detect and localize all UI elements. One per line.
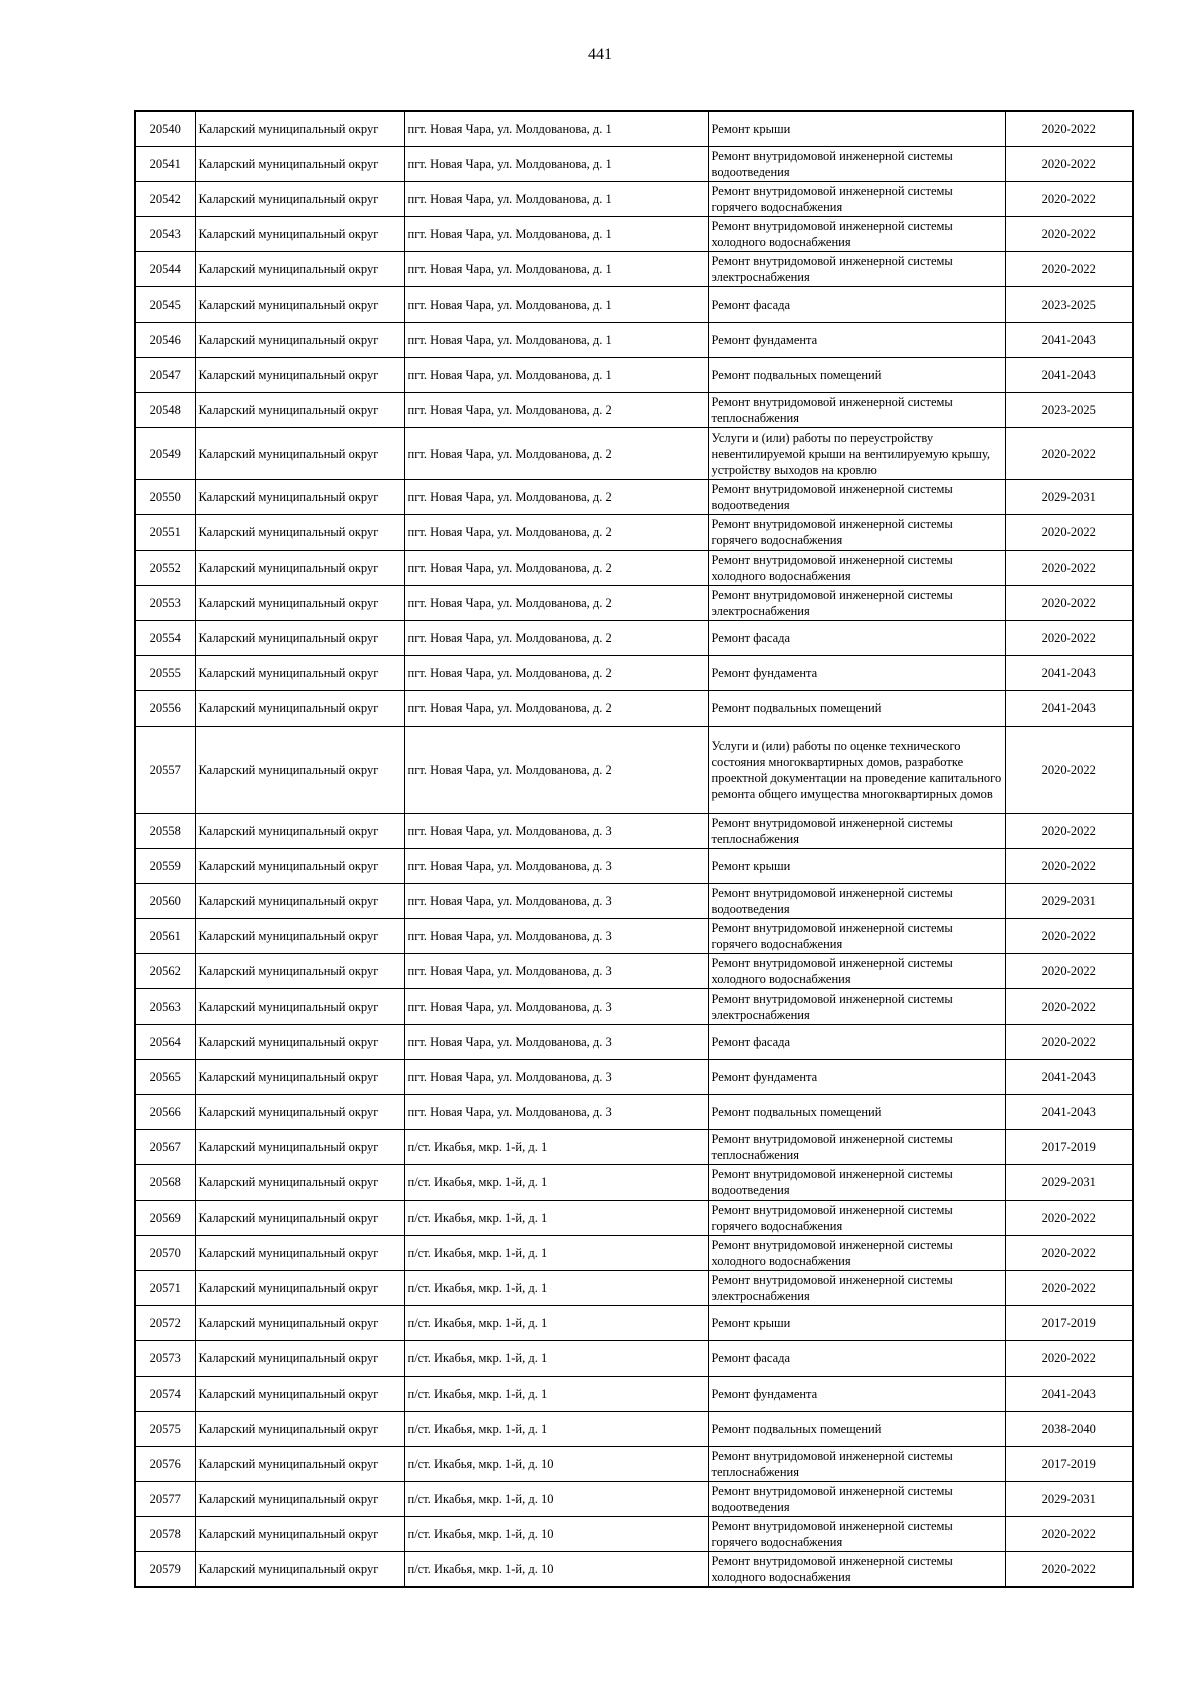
address-cell: пгт. Новая Чара, ул. Молдованова, д. 1 — [404, 357, 708, 392]
table-row — [135, 1095, 1133, 1130]
period-cell: 2020-2022 — [1005, 1341, 1133, 1376]
row-number: 20578 — [135, 1517, 195, 1552]
table-row — [135, 111, 1133, 146]
period-cell: 2041-2043 — [1005, 322, 1133, 357]
work-type-cell: Ремонт внутридомовой инженерной системы холодного водоснабжения — [708, 217, 1005, 252]
work-type-cell: Ремонт внутридомовой инженерной системы горячего водоснабжения — [708, 919, 1005, 954]
work-type-cell: Ремонт внутридомовой инженерной системы электроснабжения — [708, 989, 1005, 1024]
period-cell: 2020-2022 — [1005, 428, 1133, 480]
table-row — [135, 1411, 1133, 1446]
address-cell: пгт. Новая Чара, ул. Молдованова, д. 2 — [404, 620, 708, 655]
address-cell: пгт. Новая Чара, ул. Молдованова, д. 2 — [404, 393, 708, 428]
work-type-cell: Ремонт крыши — [708, 1306, 1005, 1341]
table-row — [135, 656, 1133, 691]
district-cell: Каларский муниципальный округ — [195, 1446, 404, 1481]
table-row — [135, 1482, 1133, 1517]
district-cell: Каларский муниципальный округ — [195, 146, 404, 181]
work-type-cell: Ремонт подвальных помещений — [708, 1411, 1005, 1446]
row-number: 20552 — [135, 550, 195, 585]
period-cell: 2017-2019 — [1005, 1130, 1133, 1165]
table-row — [135, 1376, 1133, 1411]
table-row — [135, 954, 1133, 989]
table-row — [135, 1165, 1133, 1200]
work-type-cell: Ремонт внутридомовой инженерной системы холодного водоснабжения — [708, 954, 1005, 989]
work-type-cell: Ремонт внутридомовой инженерной системы электроснабжения — [708, 252, 1005, 287]
work-type-cell: Ремонт внутридомовой инженерной системы водоотведения — [708, 1482, 1005, 1517]
work-type-cell: Ремонт внутридомовой инженерной системы холодного водоснабжения — [708, 1552, 1005, 1587]
work-type-cell: Ремонт подвальных помещений — [708, 691, 1005, 726]
row-number: 20556 — [135, 691, 195, 726]
district-cell: Каларский муниципальный округ — [195, 1130, 404, 1165]
table-row — [135, 1552, 1133, 1587]
district-cell: Каларский муниципальный округ — [195, 620, 404, 655]
period-cell: 2020-2022 — [1005, 1235, 1133, 1270]
table-row — [135, 1059, 1133, 1094]
address-cell: п/ст. Икабья, мкр. 1-й, д. 1 — [404, 1306, 708, 1341]
work-type-cell: Ремонт внутридомовой инженерной системы горячего водоснабжения — [708, 1200, 1005, 1235]
work-type-cell: Ремонт крыши — [708, 848, 1005, 883]
address-cell: пгт. Новая Чара, ул. Молдованова, д. 1 — [404, 287, 708, 322]
period-cell: 2020-2022 — [1005, 813, 1133, 848]
table-row — [135, 393, 1133, 428]
work-type-cell: Ремонт фундамента — [708, 656, 1005, 691]
row-number: 20575 — [135, 1411, 195, 1446]
address-cell: п/ст. Икабья, мкр. 1-й, д. 1 — [404, 1341, 708, 1376]
table-row — [135, 691, 1133, 726]
work-type-cell: Ремонт внутридомовой инженерной системы водоотведения — [708, 1165, 1005, 1200]
address-cell: пгт. Новая Чара, ул. Молдованова, д. 1 — [404, 146, 708, 181]
table-row — [135, 146, 1133, 181]
row-number: 20573 — [135, 1341, 195, 1376]
table-row — [135, 428, 1133, 480]
district-cell: Каларский муниципальный округ — [195, 515, 404, 550]
table-row — [135, 322, 1133, 357]
address-cell: пгт. Новая Чара, ул. Молдованова, д. 2 — [404, 515, 708, 550]
period-cell: 2020-2022 — [1005, 252, 1133, 287]
work-type-cell: Ремонт внутридомовой инженерной системы водоотведения — [708, 146, 1005, 181]
address-cell: пгт. Новая Чара, ул. Молдованова, д. 1 — [404, 252, 708, 287]
row-number: 20540 — [135, 111, 195, 146]
work-type-cell: Ремонт фундамента — [708, 1376, 1005, 1411]
address-cell: пгт. Новая Чара, ул. Молдованова, д. 3 — [404, 813, 708, 848]
district-cell: Каларский муниципальный округ — [195, 691, 404, 726]
address-cell: п/ст. Икабья, мкр. 1-й, д. 1 — [404, 1165, 708, 1200]
row-number: 20561 — [135, 919, 195, 954]
district-cell: Каларский муниципальный округ — [195, 1165, 404, 1200]
district-cell: Каларский муниципальный округ — [195, 287, 404, 322]
period-cell: 2020-2022 — [1005, 1552, 1133, 1587]
row-number: 20542 — [135, 181, 195, 216]
row-number: 20569 — [135, 1200, 195, 1235]
table-row — [135, 1341, 1133, 1376]
table-row — [135, 1446, 1133, 1481]
period-cell: 2029-2031 — [1005, 883, 1133, 918]
table-row — [135, 585, 1133, 620]
row-number: 20567 — [135, 1130, 195, 1165]
address-cell: пгт. Новая Чара, ул. Молдованова, д. 3 — [404, 848, 708, 883]
table-row — [135, 1024, 1133, 1059]
table-row — [135, 919, 1133, 954]
work-type-cell: Ремонт внутридомовой инженерной системы электроснабжения — [708, 1270, 1005, 1305]
period-cell: 2020-2022 — [1005, 1024, 1133, 1059]
work-type-cell: Услуги и (или) работы по переустройству невентилируемой крыши на вентилируемую крышу, устройству выходов на кровлю — [708, 428, 1005, 480]
row-number: 20572 — [135, 1306, 195, 1341]
period-cell: 2041-2043 — [1005, 1059, 1133, 1094]
work-type-cell: Ремонт внутридомовой инженерной системы горячего водоснабжения — [708, 515, 1005, 550]
repair-registry-table — [134, 110, 1134, 1588]
district-cell: Каларский муниципальный округ — [195, 1306, 404, 1341]
table-row — [135, 357, 1133, 392]
period-cell: 2029-2031 — [1005, 480, 1133, 515]
row-number: 20571 — [135, 1270, 195, 1305]
district-cell: Каларский муниципальный округ — [195, 989, 404, 1024]
address-cell: пгт. Новая Чара, ул. Молдованова, д. 1 — [404, 217, 708, 252]
row-number: 20560 — [135, 883, 195, 918]
address-cell: пгт. Новая Чара, ул. Молдованова, д. 1 — [404, 181, 708, 216]
address-cell: пгт. Новая Чара, ул. Молдованова, д. 3 — [404, 1024, 708, 1059]
row-number: 20549 — [135, 428, 195, 480]
work-type-cell: Ремонт крыши — [708, 111, 1005, 146]
work-type-cell: Ремонт внутридомовой инженерной системы электроснабжения — [708, 585, 1005, 620]
row-number: 20563 — [135, 989, 195, 1024]
district-cell: Каларский муниципальный округ — [195, 883, 404, 918]
work-type-cell: Ремонт фасада — [708, 1341, 1005, 1376]
address-cell: пгт. Новая Чара, ул. Молдованова, д. 2 — [404, 428, 708, 480]
address-cell: пгт. Новая Чара, ул. Молдованова, д. 3 — [404, 919, 708, 954]
row-number: 20554 — [135, 620, 195, 655]
row-number: 20557 — [135, 726, 195, 813]
district-cell: Каларский муниципальный округ — [195, 1376, 404, 1411]
period-cell: 2020-2022 — [1005, 954, 1133, 989]
table-row — [135, 515, 1133, 550]
row-number: 20545 — [135, 287, 195, 322]
district-cell: Каларский муниципальный округ — [195, 357, 404, 392]
period-cell: 2020-2022 — [1005, 1517, 1133, 1552]
district-cell: Каларский муниципальный округ — [195, 1270, 404, 1305]
work-type-cell: Услуги и (или) работы по оценке технического состояния многоквартирных домов, разработке проектной документации на проведение капитального ремонта общего имущества многоквартирных домов — [708, 726, 1005, 813]
work-type-cell: Ремонт внутридомовой инженерной системы горячего водоснабжения — [708, 1517, 1005, 1552]
period-cell: 2041-2043 — [1005, 656, 1133, 691]
row-number: 20559 — [135, 848, 195, 883]
period-cell: 2020-2022 — [1005, 111, 1133, 146]
table-row — [135, 1130, 1133, 1165]
table-row — [135, 1200, 1133, 1235]
registry-body — [135, 111, 1133, 1587]
work-type-cell: Ремонт фундамента — [708, 1059, 1005, 1094]
row-number: 20551 — [135, 515, 195, 550]
district-cell: Каларский муниципальный округ — [195, 181, 404, 216]
district-cell: Каларский муниципальный округ — [195, 1341, 404, 1376]
address-cell: пгт. Новая Чара, ул. Молдованова, д. 2 — [404, 480, 708, 515]
period-cell: 2020-2022 — [1005, 550, 1133, 585]
district-cell: Каларский муниципальный округ — [195, 1482, 404, 1517]
work-type-cell: Ремонт подвальных помещений — [708, 1095, 1005, 1130]
work-type-cell: Ремонт внутридомовой инженерной системы водоотведения — [708, 883, 1005, 918]
table-row — [135, 252, 1133, 287]
address-cell: п/ст. Икабья, мкр. 1-й, д. 10 — [404, 1482, 708, 1517]
table-row — [135, 181, 1133, 216]
district-cell: Каларский муниципальный округ — [195, 111, 404, 146]
district-cell: Каларский муниципальный округ — [195, 428, 404, 480]
work-type-cell: Ремонт внутридомовой инженерной системы теплоснабжения — [708, 393, 1005, 428]
row-number: 20574 — [135, 1376, 195, 1411]
row-number: 20553 — [135, 585, 195, 620]
period-cell: 2020-2022 — [1005, 919, 1133, 954]
period-cell: 2020-2022 — [1005, 585, 1133, 620]
table-row — [135, 480, 1133, 515]
address-cell: п/ст. Икабья, мкр. 1-й, д. 10 — [404, 1517, 708, 1552]
row-number: 20547 — [135, 357, 195, 392]
row-number: 20565 — [135, 1059, 195, 1094]
table-row — [135, 1517, 1133, 1552]
period-cell: 2029-2031 — [1005, 1165, 1133, 1200]
district-cell: Каларский муниципальный округ — [195, 656, 404, 691]
work-type-cell: Ремонт внутридомовой инженерной системы теплоснабжения — [708, 1130, 1005, 1165]
address-cell: пгт. Новая Чара, ул. Молдованова, д. 3 — [404, 1059, 708, 1094]
period-cell: 2029-2031 — [1005, 1482, 1133, 1517]
period-cell: 2041-2043 — [1005, 1376, 1133, 1411]
district-cell: Каларский муниципальный округ — [195, 1024, 404, 1059]
address-cell: п/ст. Икабья, мкр. 1-й, д. 1 — [404, 1200, 708, 1235]
row-number: 20570 — [135, 1235, 195, 1270]
period-cell: 2020-2022 — [1005, 1270, 1133, 1305]
address-cell: пгт. Новая Чара, ул. Молдованова, д. 2 — [404, 550, 708, 585]
address-cell: пгт. Новая Чара, ул. Молдованова, д. 3 — [404, 1095, 708, 1130]
row-number: 20562 — [135, 954, 195, 989]
period-cell: 2020-2022 — [1005, 726, 1133, 813]
work-type-cell: Ремонт фасада — [708, 287, 1005, 322]
district-cell: Каларский муниципальный округ — [195, 217, 404, 252]
address-cell: пгт. Новая Чара, ул. Молдованова, д. 3 — [404, 883, 708, 918]
address-cell: пгт. Новая Чара, ул. Молдованова, д. 3 — [404, 954, 708, 989]
table-row — [135, 989, 1133, 1024]
district-cell: Каларский муниципальный округ — [195, 1200, 404, 1235]
district-cell: Каларский муниципальный округ — [195, 813, 404, 848]
period-cell: 2041-2043 — [1005, 691, 1133, 726]
district-cell: Каларский муниципальный округ — [195, 1411, 404, 1446]
address-cell: пгт. Новая Чара, ул. Молдованова, д. 1 — [404, 111, 708, 146]
work-type-cell: Ремонт фасада — [708, 620, 1005, 655]
period-cell: 2020-2022 — [1005, 620, 1133, 655]
address-cell: п/ст. Икабья, мкр. 1-й, д. 1 — [404, 1270, 708, 1305]
period-cell: 2017-2019 — [1005, 1446, 1133, 1481]
district-cell: Каларский муниципальный округ — [195, 550, 404, 585]
row-number: 20577 — [135, 1482, 195, 1517]
district-cell: Каларский муниципальный округ — [195, 726, 404, 813]
address-cell: п/ст. Икабья, мкр. 1-й, д. 1 — [404, 1235, 708, 1270]
period-cell: 2020-2022 — [1005, 181, 1133, 216]
row-number: 20548 — [135, 393, 195, 428]
address-cell: пгт. Новая Чара, ул. Молдованова, д. 2 — [404, 691, 708, 726]
page-number: 441 — [588, 46, 612, 63]
district-cell: Каларский муниципальный округ — [195, 585, 404, 620]
district-cell: Каларский муниципальный округ — [195, 252, 404, 287]
row-number: 20568 — [135, 1165, 195, 1200]
table-row — [135, 726, 1133, 813]
period-cell: 2020-2022 — [1005, 515, 1133, 550]
district-cell: Каларский муниципальный округ — [195, 954, 404, 989]
district-cell: Каларский муниципальный округ — [195, 919, 404, 954]
table-row — [135, 883, 1133, 918]
period-cell: 2020-2022 — [1005, 146, 1133, 181]
table-row — [135, 217, 1133, 252]
address-cell: п/ст. Икабья, мкр. 1-й, д. 1 — [404, 1130, 708, 1165]
row-number: 20566 — [135, 1095, 195, 1130]
period-cell: 2038-2040 — [1005, 1411, 1133, 1446]
district-cell: Каларский муниципальный округ — [195, 1235, 404, 1270]
table-row — [135, 1306, 1133, 1341]
row-number: 20555 — [135, 656, 195, 691]
work-type-cell: Ремонт фасада — [708, 1024, 1005, 1059]
address-cell: пгт. Новая Чара, ул. Молдованова, д. 1 — [404, 322, 708, 357]
period-cell: 2020-2022 — [1005, 989, 1133, 1024]
district-cell: Каларский муниципальный округ — [195, 1059, 404, 1094]
address-cell: пгт. Новая Чара, ул. Молдованова, д. 2 — [404, 656, 708, 691]
row-number: 20541 — [135, 146, 195, 181]
district-cell: Каларский муниципальный округ — [195, 1095, 404, 1130]
table-row — [135, 550, 1133, 585]
row-number: 20564 — [135, 1024, 195, 1059]
row-number: 20546 — [135, 322, 195, 357]
district-cell: Каларский муниципальный округ — [195, 848, 404, 883]
table-row — [135, 620, 1133, 655]
row-number: 20550 — [135, 480, 195, 515]
row-number: 20558 — [135, 813, 195, 848]
table-row — [135, 287, 1133, 322]
address-cell: п/ст. Икабья, мкр. 1-й, д. 10 — [404, 1446, 708, 1481]
address-cell: п/ст. Икабья, мкр. 1-й, д. 10 — [404, 1552, 708, 1587]
district-cell: Каларский муниципальный округ — [195, 393, 404, 428]
table-row — [135, 1235, 1133, 1270]
district-cell: Каларский муниципальный округ — [195, 480, 404, 515]
table-row — [135, 848, 1133, 883]
period-cell: 2017-2019 — [1005, 1306, 1133, 1341]
address-cell: п/ст. Икабья, мкр. 1-й, д. 1 — [404, 1411, 708, 1446]
period-cell: 2023-2025 — [1005, 287, 1133, 322]
period-cell: 2041-2043 — [1005, 357, 1133, 392]
period-cell: 2020-2022 — [1005, 1200, 1133, 1235]
address-cell: пгт. Новая Чара, ул. Молдованова, д. 3 — [404, 989, 708, 1024]
work-type-cell: Ремонт внутридомовой инженерной системы водоотведения — [708, 480, 1005, 515]
period-cell: 2020-2022 — [1005, 217, 1133, 252]
address-cell: пгт. Новая Чара, ул. Молдованова, д. 2 — [404, 726, 708, 813]
address-cell: п/ст. Икабья, мкр. 1-й, д. 1 — [404, 1376, 708, 1411]
address-cell: пгт. Новая Чара, ул. Молдованова, д. 2 — [404, 585, 708, 620]
work-type-cell: Ремонт внутридомовой инженерной системы теплоснабжения — [708, 1446, 1005, 1481]
row-number: 20544 — [135, 252, 195, 287]
district-cell: Каларский муниципальный округ — [195, 1552, 404, 1587]
district-cell: Каларский муниципальный округ — [195, 1517, 404, 1552]
row-number: 20543 — [135, 217, 195, 252]
work-type-cell: Ремонт подвальных помещений — [708, 357, 1005, 392]
row-number: 20579 — [135, 1552, 195, 1587]
work-type-cell: Ремонт внутридомовой инженерной системы горячего водоснабжения — [708, 181, 1005, 216]
work-type-cell: Ремонт внутридомовой инженерной системы холодного водоснабжения — [708, 550, 1005, 585]
table-row — [135, 1270, 1133, 1305]
row-number: 20576 — [135, 1446, 195, 1481]
period-cell: 2041-2043 — [1005, 1095, 1133, 1130]
period-cell: 2020-2022 — [1005, 848, 1133, 883]
district-cell: Каларский муниципальный округ — [195, 322, 404, 357]
work-type-cell: Ремонт внутридомовой инженерной системы теплоснабжения — [708, 813, 1005, 848]
period-cell: 2023-2025 — [1005, 393, 1133, 428]
table-row — [135, 813, 1133, 848]
work-type-cell: Ремонт фундамента — [708, 322, 1005, 357]
work-type-cell: Ремонт внутридомовой инженерной системы холодного водоснабжения — [708, 1235, 1005, 1270]
